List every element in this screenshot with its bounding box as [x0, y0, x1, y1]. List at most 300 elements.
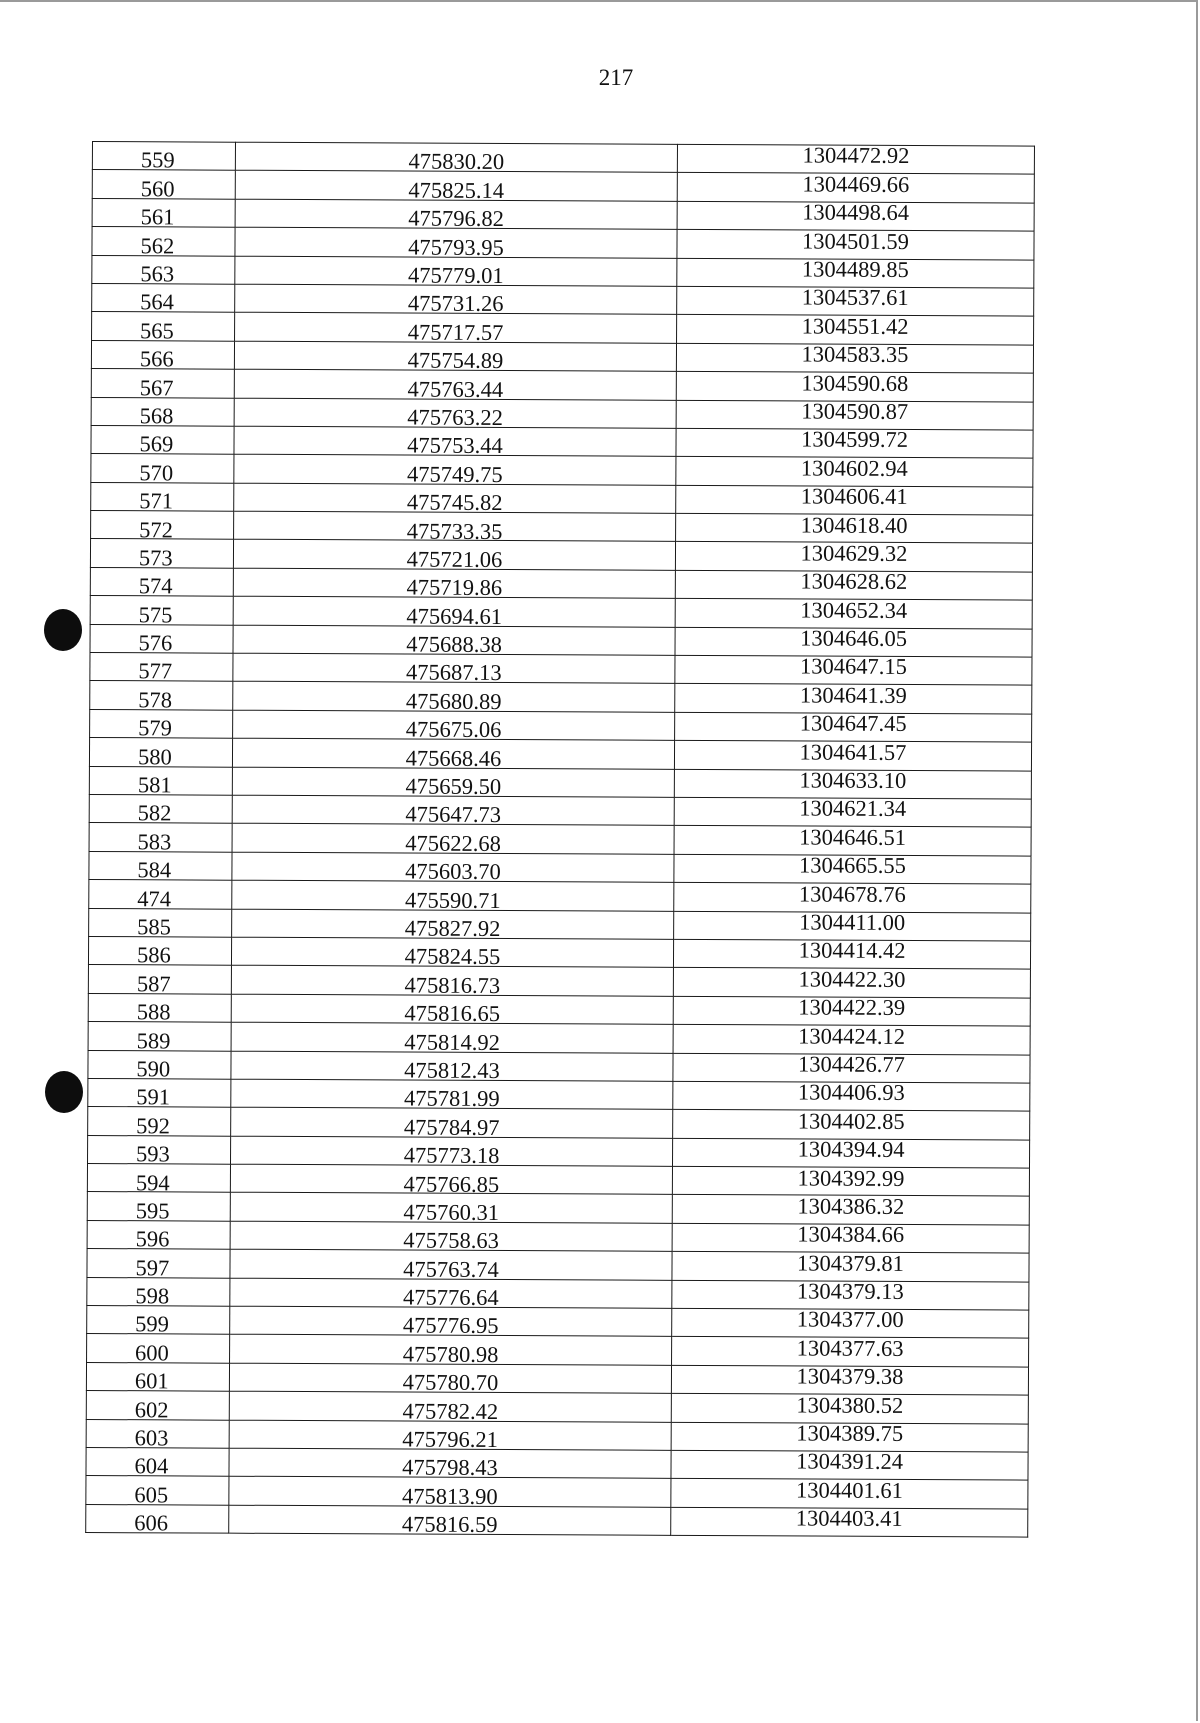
table-row	[89, 823, 1031, 856]
table-row	[87, 1306, 1029, 1339]
point-number-cell	[88, 965, 231, 997]
coordinates-table-body	[86, 142, 1035, 1538]
point-number-cell	[87, 1277, 230, 1309]
table-row	[86, 1419, 1028, 1452]
table-row	[87, 1192, 1029, 1225]
point-number-text: 562	[140, 232, 175, 259]
y-coordinate-cell	[676, 457, 1033, 487]
y-coordinate-text: 1304583.35	[801, 341, 909, 368]
point-number-cell	[90, 567, 233, 599]
y-coordinate-cell	[672, 1308, 1029, 1338]
y-coordinate-cell	[673, 1053, 1030, 1083]
point-number-text: 474	[137, 885, 172, 911]
point-number-cell	[88, 1107, 231, 1139]
y-coordinate-text: 1304424.12	[798, 1023, 906, 1049]
y-coordinate-cell	[677, 173, 1034, 203]
point-number-text: 575	[138, 601, 173, 628]
y-coordinate-text: 1304646.05	[800, 625, 908, 652]
y-coordinate-cell	[672, 1337, 1029, 1367]
x-coordinate-text: 475816.73	[404, 972, 501, 998]
y-coordinate-text: 1304590.87	[801, 398, 909, 424]
table-row	[90, 567, 1032, 600]
x-coordinate-text: 475798.43	[402, 1454, 498, 1481]
x-coordinate-text: 475719.86	[406, 574, 503, 601]
x-coordinate-cell	[231, 937, 673, 968]
point-number-cell	[89, 738, 232, 770]
y-coordinate-cell	[674, 854, 1031, 884]
y-coordinate-text: 1304406.93	[797, 1079, 905, 1106]
x-coordinate-cell	[231, 1107, 673, 1138]
x-coordinate-text: 475796.21	[402, 1426, 499, 1453]
x-coordinate-text: 475780.70	[402, 1369, 499, 1396]
x-coordinate-text: 475675.06	[405, 716, 502, 743]
point-number-text: 593	[135, 1141, 170, 1167]
x-coordinate-cell	[231, 1136, 673, 1167]
x-coordinate-cell	[232, 909, 674, 940]
y-coordinate-cell	[672, 1195, 1029, 1225]
table-row	[89, 794, 1031, 827]
x-coordinate-text: 475825.14	[408, 177, 505, 203]
point-number-cell	[90, 709, 233, 741]
x-coordinate-text: 475603.70	[405, 858, 501, 885]
y-coordinate-cell	[674, 911, 1031, 941]
table-row	[90, 681, 1032, 714]
x-coordinate-cell	[235, 284, 677, 315]
point-number-cell	[90, 653, 233, 682]
point-number-cell	[91, 425, 234, 457]
table-row	[88, 1022, 1030, 1055]
table-row	[91, 369, 1033, 402]
y-coordinate-text: 1304590.68	[801, 370, 909, 396]
y-coordinate-cell	[675, 542, 1032, 572]
y-coordinate-text: 1304422.30	[798, 966, 906, 992]
table-row	[87, 1249, 1029, 1282]
table-row	[86, 1362, 1028, 1395]
x-coordinate-cell	[233, 568, 675, 599]
y-coordinate-text: 1304391.24	[796, 1448, 904, 1475]
point-number-cell	[90, 539, 233, 571]
table-row	[86, 1476, 1028, 1509]
point-number-cell	[89, 851, 232, 883]
y-coordinate-cell	[674, 769, 1031, 799]
y-coordinate-cell	[671, 1422, 1028, 1452]
x-coordinate-cell	[235, 313, 677, 344]
x-coordinate-cell	[234, 398, 676, 429]
x-coordinate-text: 475687.13	[406, 660, 502, 686]
point-number-text: 560	[140, 176, 175, 202]
x-coordinate-cell	[230, 1306, 672, 1337]
y-coordinate-cell	[675, 599, 1032, 629]
y-coordinate-text: 1304377.00	[796, 1306, 904, 1333]
table-row	[90, 709, 1032, 742]
point-number-text: 569	[139, 431, 174, 457]
table-row	[89, 908, 1031, 941]
x-coordinate-text: 475793.95	[408, 234, 504, 260]
x-coordinate-cell	[234, 511, 676, 542]
point-number-text: 605	[134, 1482, 169, 1508]
point-number-text: 572	[139, 516, 173, 542]
table-row	[87, 1334, 1029, 1367]
x-coordinate-text: 475816.65	[404, 1000, 501, 1027]
y-coordinate-cell	[676, 428, 1033, 458]
y-coordinate-text: 1304602.94	[800, 455, 908, 481]
y-coordinate-cell	[674, 883, 1031, 913]
table-row	[91, 425, 1033, 458]
table-row	[89, 738, 1031, 771]
table-row	[91, 397, 1033, 430]
point-number-cell	[91, 369, 234, 398]
point-number-text: 561	[140, 204, 175, 230]
x-coordinate-cell	[229, 1477, 671, 1508]
y-coordinate-cell	[671, 1507, 1028, 1537]
point-number-text: 598	[135, 1283, 170, 1309]
point-number-cell	[89, 823, 232, 855]
y-coordinate-cell	[675, 627, 1032, 657]
point-number-cell	[86, 1447, 229, 1479]
y-coordinate-text: 1304489.85	[801, 256, 909, 282]
point-number-text: 574	[138, 573, 173, 599]
point-number-text: 604	[134, 1453, 169, 1479]
point-number-cell	[87, 1192, 230, 1224]
point-number-cell	[89, 880, 232, 909]
x-coordinate-text: 475659.50	[405, 773, 502, 800]
y-coordinate-cell	[673, 1024, 1030, 1054]
x-coordinate-cell	[231, 1079, 673, 1110]
table-row	[86, 1391, 1028, 1424]
x-coordinate-text: 475813.90	[402, 1483, 498, 1509]
y-coordinate-text: 1304401.61	[795, 1477, 903, 1503]
y-coordinate-text: 1304629.32	[800, 540, 908, 566]
x-coordinate-text: 475781.99	[403, 1085, 500, 1112]
table-row	[91, 454, 1033, 487]
punch-hole-bottom	[45, 1071, 83, 1113]
point-number-text: 580	[137, 743, 172, 770]
y-coordinate-text: 1304641.57	[799, 739, 907, 765]
point-number-cell	[86, 1504, 229, 1536]
y-coordinate-cell	[672, 1166, 1029, 1196]
point-number-cell	[87, 1334, 230, 1366]
x-coordinate-text: 475780.98	[402, 1341, 499, 1367]
point-number-cell	[92, 312, 235, 344]
x-coordinate-cell	[235, 199, 677, 230]
point-number-cell	[89, 794, 232, 826]
y-coordinate-text: 1304379.81	[797, 1250, 905, 1276]
point-number-text: 576	[138, 630, 173, 656]
point-number-cell	[92, 198, 235, 230]
point-number-text: 606	[134, 1510, 169, 1536]
x-coordinate-text: 475827.92	[404, 915, 501, 941]
x-coordinate-cell	[230, 1249, 672, 1280]
x-coordinate-cell	[234, 341, 676, 372]
x-coordinate-text: 475779.01	[407, 262, 504, 289]
y-coordinate-cell	[671, 1450, 1028, 1480]
x-coordinate-cell	[234, 369, 676, 400]
point-number-text: 590	[136, 1056, 171, 1082]
y-coordinate-text: 1304379.13	[796, 1278, 904, 1305]
y-coordinate-text: 1304384.66	[797, 1221, 905, 1248]
point-number-text: 571	[139, 488, 174, 514]
y-coordinate-text: 1304380.52	[796, 1392, 904, 1418]
table-row	[88, 936, 1030, 969]
y-coordinate-text: 1304599.72	[801, 426, 909, 453]
x-coordinate-cell	[229, 1391, 671, 1422]
y-coordinate-text: 1304411.00	[799, 909, 906, 935]
point-number-text: 602	[134, 1396, 169, 1423]
table-row	[88, 965, 1030, 998]
y-coordinate-text: 1304646.51	[799, 824, 907, 850]
x-coordinate-cell	[234, 454, 676, 485]
table-row	[87, 1220, 1029, 1253]
y-coordinate-text: 1304469.66	[802, 171, 910, 197]
point-number-text: 582	[137, 800, 172, 826]
y-coordinate-cell	[672, 1223, 1029, 1253]
table-row	[89, 851, 1031, 884]
y-coordinate-cell	[677, 201, 1034, 231]
x-coordinate-text: 475773.18	[403, 1142, 500, 1169]
x-coordinate-text: 475753.44	[407, 432, 503, 459]
x-coordinate-text: 475745.82	[406, 489, 503, 516]
x-coordinate-cell	[234, 483, 676, 514]
point-number-text: 591	[136, 1084, 171, 1110]
x-coordinate-cell	[229, 1448, 671, 1479]
point-number-text: 566	[139, 346, 174, 372]
point-number-cell	[87, 1164, 230, 1193]
table-row	[90, 596, 1032, 629]
x-coordinate-cell	[229, 1363, 671, 1394]
x-coordinate-text: 475647.73	[405, 801, 502, 828]
y-coordinate-text: 1304633.10	[799, 767, 907, 794]
y-coordinate-text: 1304402.85	[797, 1108, 905, 1134]
x-coordinate-text: 475763.22	[407, 404, 504, 430]
x-coordinate-text: 475814.92	[404, 1029, 500, 1055]
point-number-cell	[92, 283, 235, 315]
point-number-cell	[92, 170, 235, 202]
y-coordinate-text: 1304537.61	[801, 284, 909, 311]
y-coordinate-text: 1304678.76	[798, 881, 906, 907]
y-coordinate-cell	[674, 797, 1031, 827]
y-coordinate-text: 1304621.34	[799, 795, 907, 822]
x-coordinate-cell	[230, 1221, 672, 1252]
table-row	[91, 511, 1033, 544]
y-coordinate-cell	[676, 513, 1033, 543]
point-number-cell	[88, 936, 231, 968]
y-coordinate-cell	[677, 258, 1034, 288]
y-coordinate-cell	[674, 741, 1031, 771]
point-number-cell	[88, 1135, 231, 1167]
x-coordinate-cell	[232, 795, 674, 826]
x-coordinate-text: 475830.20	[408, 148, 505, 175]
y-coordinate-cell	[675, 570, 1032, 600]
y-coordinate-cell	[677, 144, 1034, 174]
x-coordinate-cell	[230, 1164, 672, 1195]
table-row	[89, 880, 1031, 913]
point-number-text: 600	[135, 1340, 169, 1366]
point-number-cell	[86, 1362, 229, 1394]
y-coordinate-text: 1304472.92	[802, 142, 910, 169]
table-row	[90, 653, 1032, 686]
y-coordinate-cell	[672, 1280, 1029, 1310]
point-number-cell	[86, 1419, 229, 1451]
point-number-text: 565	[140, 318, 174, 344]
y-coordinate-cell	[673, 939, 1030, 969]
x-coordinate-text: 475763.44	[407, 376, 504, 402]
point-number-cell	[89, 908, 232, 940]
table-row	[92, 283, 1034, 316]
x-coordinate-text: 475721.06	[406, 546, 503, 572]
y-coordinate-text: 1304403.41	[795, 1505, 903, 1532]
x-coordinate-cell	[229, 1505, 671, 1536]
point-number-cell	[91, 340, 234, 372]
point-number-cell	[90, 681, 233, 713]
point-number-text: 585	[137, 914, 171, 940]
y-coordinate-cell	[677, 230, 1034, 260]
table-row	[87, 1277, 1029, 1310]
point-number-text: 581	[137, 772, 172, 798]
y-coordinate-cell	[671, 1394, 1028, 1424]
x-coordinate-text: 475812.43	[404, 1057, 500, 1083]
y-coordinate-text: 1304426.77	[797, 1051, 905, 1077]
y-coordinate-cell	[675, 712, 1032, 742]
x-coordinate-text: 475668.46	[405, 745, 502, 771]
y-coordinate-text: 1304422.39	[798, 994, 906, 1021]
table-row	[88, 1050, 1030, 1083]
x-coordinate-text: 475731.26	[407, 290, 504, 317]
y-coordinate-cell	[671, 1479, 1028, 1509]
table-row	[92, 255, 1034, 288]
point-number-text: 594	[135, 1169, 170, 1195]
point-number-text: 559	[140, 147, 175, 173]
x-coordinate-cell	[231, 1051, 673, 1082]
point-number-text: 579	[138, 715, 172, 741]
point-number-text: 570	[139, 459, 174, 486]
y-coordinate-text: 1304628.62	[800, 568, 908, 595]
table-row	[90, 539, 1032, 572]
y-coordinate-text: 1304665.55	[798, 852, 906, 879]
point-number-cell	[90, 596, 233, 628]
x-coordinate-cell	[232, 767, 674, 798]
table-row	[91, 482, 1033, 515]
x-coordinate-cell	[230, 1335, 672, 1366]
table-row	[92, 142, 1034, 175]
point-number-text: 587	[136, 970, 171, 997]
y-coordinate-text: 1304551.42	[801, 313, 909, 339]
x-coordinate-cell	[232, 852, 674, 883]
y-coordinate-text: 1304392.99	[797, 1164, 905, 1191]
x-coordinate-cell	[230, 1278, 672, 1309]
table-row	[92, 170, 1034, 203]
x-coordinate-cell	[233, 653, 675, 684]
x-coordinate-cell	[231, 994, 673, 1025]
point-number-text: 597	[135, 1254, 170, 1281]
y-coordinate-text: 1304618.40	[800, 511, 908, 538]
point-number-text: 588	[136, 999, 171, 1025]
table-row	[88, 1078, 1030, 1111]
point-number-cell	[91, 454, 234, 486]
x-coordinate-cell	[233, 710, 675, 741]
x-coordinate-text: 475816.59	[401, 1511, 498, 1538]
y-coordinate-cell	[676, 485, 1033, 515]
y-coordinate-text: 1304414.42	[798, 937, 906, 964]
x-coordinate-cell	[233, 540, 675, 571]
y-coordinate-cell	[672, 1252, 1029, 1282]
x-coordinate-cell	[229, 1420, 671, 1451]
x-coordinate-text: 475784.97	[403, 1114, 500, 1140]
point-number-text: 586	[136, 942, 171, 968]
point-number-cell	[88, 1022, 231, 1051]
x-coordinate-text: 475622.68	[405, 830, 501, 856]
y-coordinate-cell	[676, 371, 1033, 401]
point-number-text: 583	[137, 829, 172, 855]
x-coordinate-text: 475796.82	[408, 205, 504, 232]
coordinates-table	[85, 141, 1035, 1538]
y-coordinate-cell	[676, 400, 1033, 430]
x-coordinate-cell	[230, 1193, 672, 1224]
x-coordinate-cell	[232, 824, 674, 855]
page-number: 217	[598, 65, 634, 90]
point-number-text: 578	[138, 687, 173, 713]
y-coordinate-text: 1304389.75	[796, 1420, 904, 1446]
point-number-cell	[91, 482, 234, 514]
point-number-text: 568	[139, 403, 174, 429]
x-coordinate-text: 475763.74	[403, 1256, 499, 1282]
y-coordinate-text: 1304498.64	[802, 199, 910, 226]
point-number-text: 592	[136, 1112, 171, 1139]
table-row	[86, 1504, 1028, 1537]
y-coordinate-cell	[677, 315, 1034, 345]
point-number-text: 584	[137, 857, 172, 883]
point-number-cell	[92, 227, 235, 259]
y-coordinate-cell	[671, 1365, 1028, 1395]
table-row	[92, 227, 1034, 260]
x-coordinate-text: 475717.57	[407, 319, 504, 345]
table-row	[88, 1107, 1030, 1140]
table-row	[92, 198, 1034, 231]
table-row	[88, 993, 1030, 1026]
point-number-text: 596	[135, 1226, 170, 1252]
point-number-text: 589	[136, 1027, 171, 1053]
table-row	[87, 1164, 1029, 1197]
x-coordinate-cell	[235, 171, 677, 202]
x-coordinate-cell	[233, 625, 675, 656]
point-number-text: 603	[134, 1425, 169, 1451]
point-number-text: 567	[139, 374, 174, 400]
y-coordinate-cell	[676, 343, 1033, 373]
y-coordinate-cell	[677, 286, 1034, 316]
y-coordinate-cell	[675, 684, 1032, 714]
y-coordinate-text: 1304386.32	[797, 1193, 905, 1219]
y-coordinate-text: 1304647.45	[799, 710, 907, 737]
point-number-cell	[92, 142, 235, 171]
point-number-text: 564	[140, 289, 175, 315]
point-number-text: 573	[138, 545, 173, 571]
point-number-text: 595	[135, 1198, 170, 1224]
x-coordinate-text: 475688.38	[406, 631, 502, 658]
point-number-cell	[90, 624, 233, 656]
point-number-cell	[88, 1078, 231, 1110]
y-coordinate-cell	[673, 968, 1030, 998]
point-number-cell	[86, 1476, 229, 1508]
point-number-text: 599	[135, 1311, 170, 1337]
x-coordinate-text: 475733.35	[406, 518, 503, 544]
table-row	[91, 340, 1033, 373]
point-number-cell	[86, 1391, 229, 1423]
x-coordinate-text: 475776.95	[402, 1312, 499, 1339]
x-coordinate-cell	[233, 682, 675, 713]
point-number-cell	[88, 1050, 231, 1082]
x-coordinate-cell	[231, 1022, 673, 1053]
y-coordinate-cell	[672, 1138, 1029, 1168]
x-coordinate-cell	[235, 142, 677, 173]
